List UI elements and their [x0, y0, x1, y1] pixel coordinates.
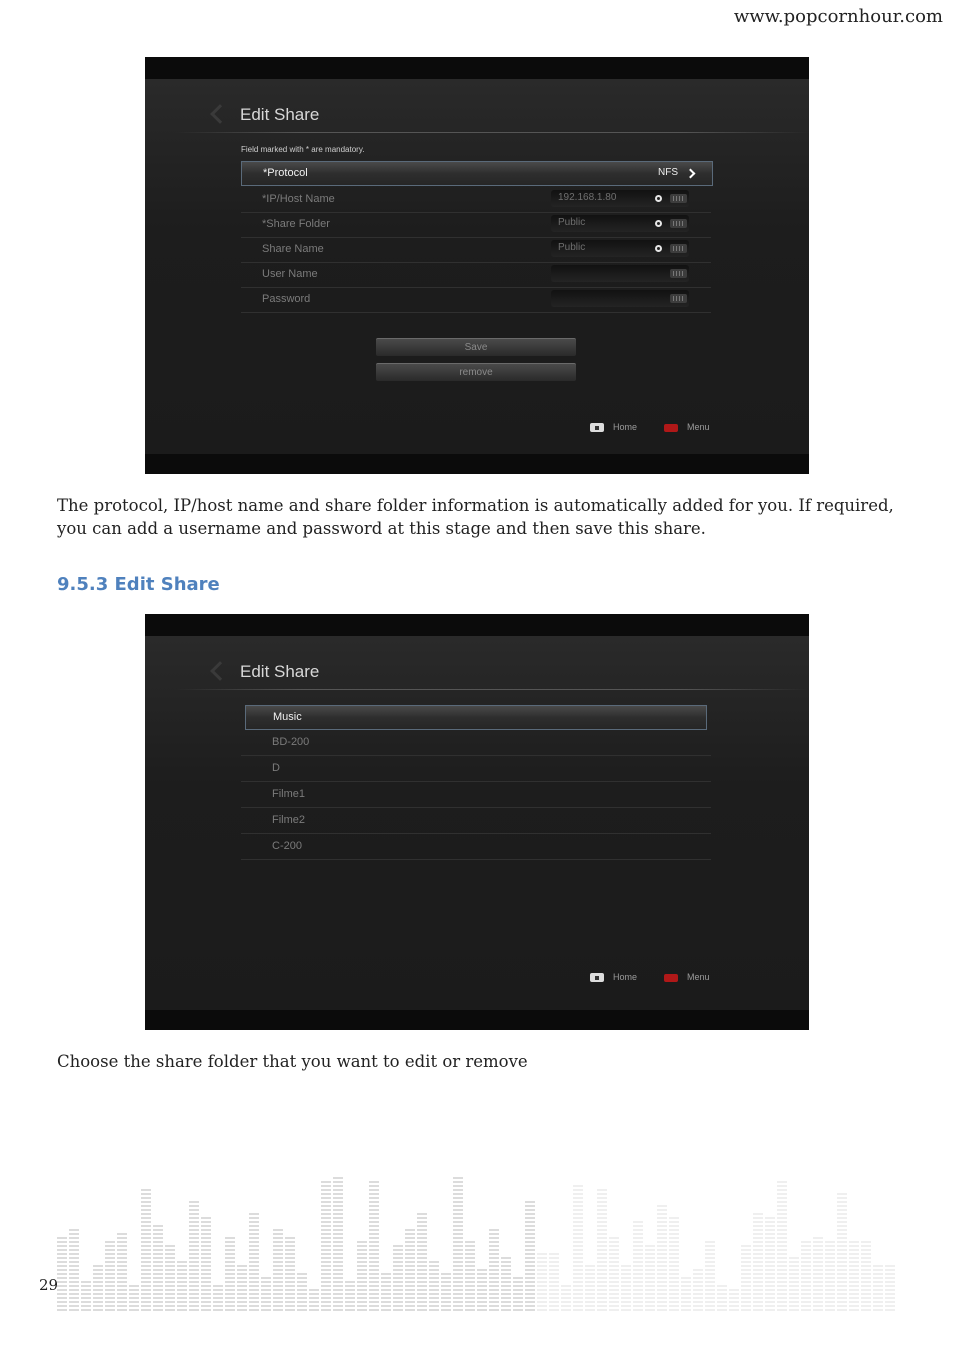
password-row[interactable]	[241, 287, 711, 313]
user-name-field[interactable]	[551, 265, 689, 282]
share-item-label: BD-200	[272, 736, 310, 748]
screen-panel	[145, 636, 809, 1010]
password-field[interactable]	[551, 290, 689, 307]
clear-icon[interactable]	[655, 245, 662, 252]
ip-host-value: 192.168.1.80	[558, 192, 617, 203]
share-item[interactable]	[241, 756, 711, 782]
back-chevron-icon[interactable]	[210, 104, 230, 124]
screen-panel	[145, 79, 809, 454]
share-item-label: Filme2	[272, 814, 306, 826]
menu-label: Menu	[687, 972, 710, 982]
section-heading: 9.5.3 Edit Share	[57, 574, 220, 595]
ip-host-row[interactable]	[241, 187, 711, 213]
password-label: Password	[262, 293, 311, 305]
bottom-bar	[145, 1010, 809, 1030]
save-button[interactable]: Save	[376, 338, 576, 356]
share-folder-field[interactable]	[551, 215, 689, 232]
user-name-label: User Name	[262, 268, 318, 280]
equalizer-decoration	[57, 1170, 897, 1312]
share-item-label: Music	[273, 711, 302, 723]
keyboard-icon[interactable]	[670, 219, 687, 228]
share-item[interactable]	[241, 782, 711, 808]
clear-icon[interactable]	[655, 195, 662, 202]
home-label: Home	[613, 422, 638, 432]
remove-button[interactable]: remove	[376, 363, 576, 381]
menu-label: Menu	[687, 422, 710, 432]
page-number: 29	[39, 1276, 59, 1294]
title-divider	[175, 689, 809, 690]
share-name-row[interactable]	[241, 237, 711, 263]
red-button-icon	[664, 424, 678, 432]
home-icon	[590, 423, 604, 432]
home-label: Home	[613, 972, 638, 982]
clear-icon[interactable]	[655, 220, 662, 227]
keyboard-icon[interactable]	[670, 269, 687, 278]
share-folder-label: *Share Folder	[262, 218, 330, 230]
share-item[interactable]	[241, 730, 711, 756]
mandatory-note: Field marked with * are mandatory.	[241, 145, 365, 154]
red-button-icon	[664, 974, 678, 982]
protocol-label: *Protocol	[263, 167, 308, 179]
share-folder-row[interactable]	[241, 212, 711, 238]
bottom-bar	[145, 454, 809, 474]
share-item-label: D	[272, 762, 280, 774]
chevron-right-icon	[686, 169, 696, 179]
ip-host-label: *IP/Host Name	[262, 193, 335, 205]
menu-legend[interactable]	[664, 422, 710, 432]
protocol-value: NFS	[658, 167, 678, 178]
keyboard-icon[interactable]	[670, 294, 687, 303]
home-icon	[590, 973, 604, 982]
screen-title: Edit Share	[240, 662, 320, 681]
title-divider	[175, 132, 809, 133]
site-url[interactable]: www.popcornhour.com	[733, 6, 943, 27]
keyboard-icon[interactable]	[670, 194, 687, 203]
share-item-label: C-200	[272, 840, 302, 852]
paragraph-1: The protocol, IP/host name and share folder information is automatically added for you. If required, you can add a username and password at this stage and then save this share.	[57, 496, 894, 538]
paragraph-2: Choose the share folder that you want to edit or remove	[57, 1052, 528, 1071]
top-bar	[145, 614, 809, 636]
share-name-label: Share Name	[262, 243, 324, 255]
ip-host-field[interactable]	[551, 190, 689, 207]
home-legend[interactable]	[590, 972, 637, 982]
home-legend[interactable]	[590, 422, 637, 432]
share-item[interactable]	[241, 834, 711, 860]
share-name-value: Public	[558, 242, 586, 253]
protocol-row[interactable]	[241, 161, 713, 186]
share-name-field[interactable]	[551, 240, 689, 257]
edit-share-list-screenshot	[145, 614, 809, 1030]
share-item-label: Filme1	[272, 788, 306, 800]
top-bar	[145, 57, 809, 79]
user-name-row[interactable]	[241, 262, 711, 288]
share-folder-value: Public	[558, 217, 586, 228]
share-item[interactable]	[241, 808, 711, 834]
screen-title: Edit Share	[240, 105, 320, 124]
keyboard-icon[interactable]	[670, 244, 687, 253]
share-item[interactable]	[245, 705, 707, 730]
edit-share-form-screenshot	[145, 57, 809, 474]
menu-legend[interactable]	[664, 972, 710, 982]
back-chevron-icon[interactable]	[210, 661, 230, 681]
